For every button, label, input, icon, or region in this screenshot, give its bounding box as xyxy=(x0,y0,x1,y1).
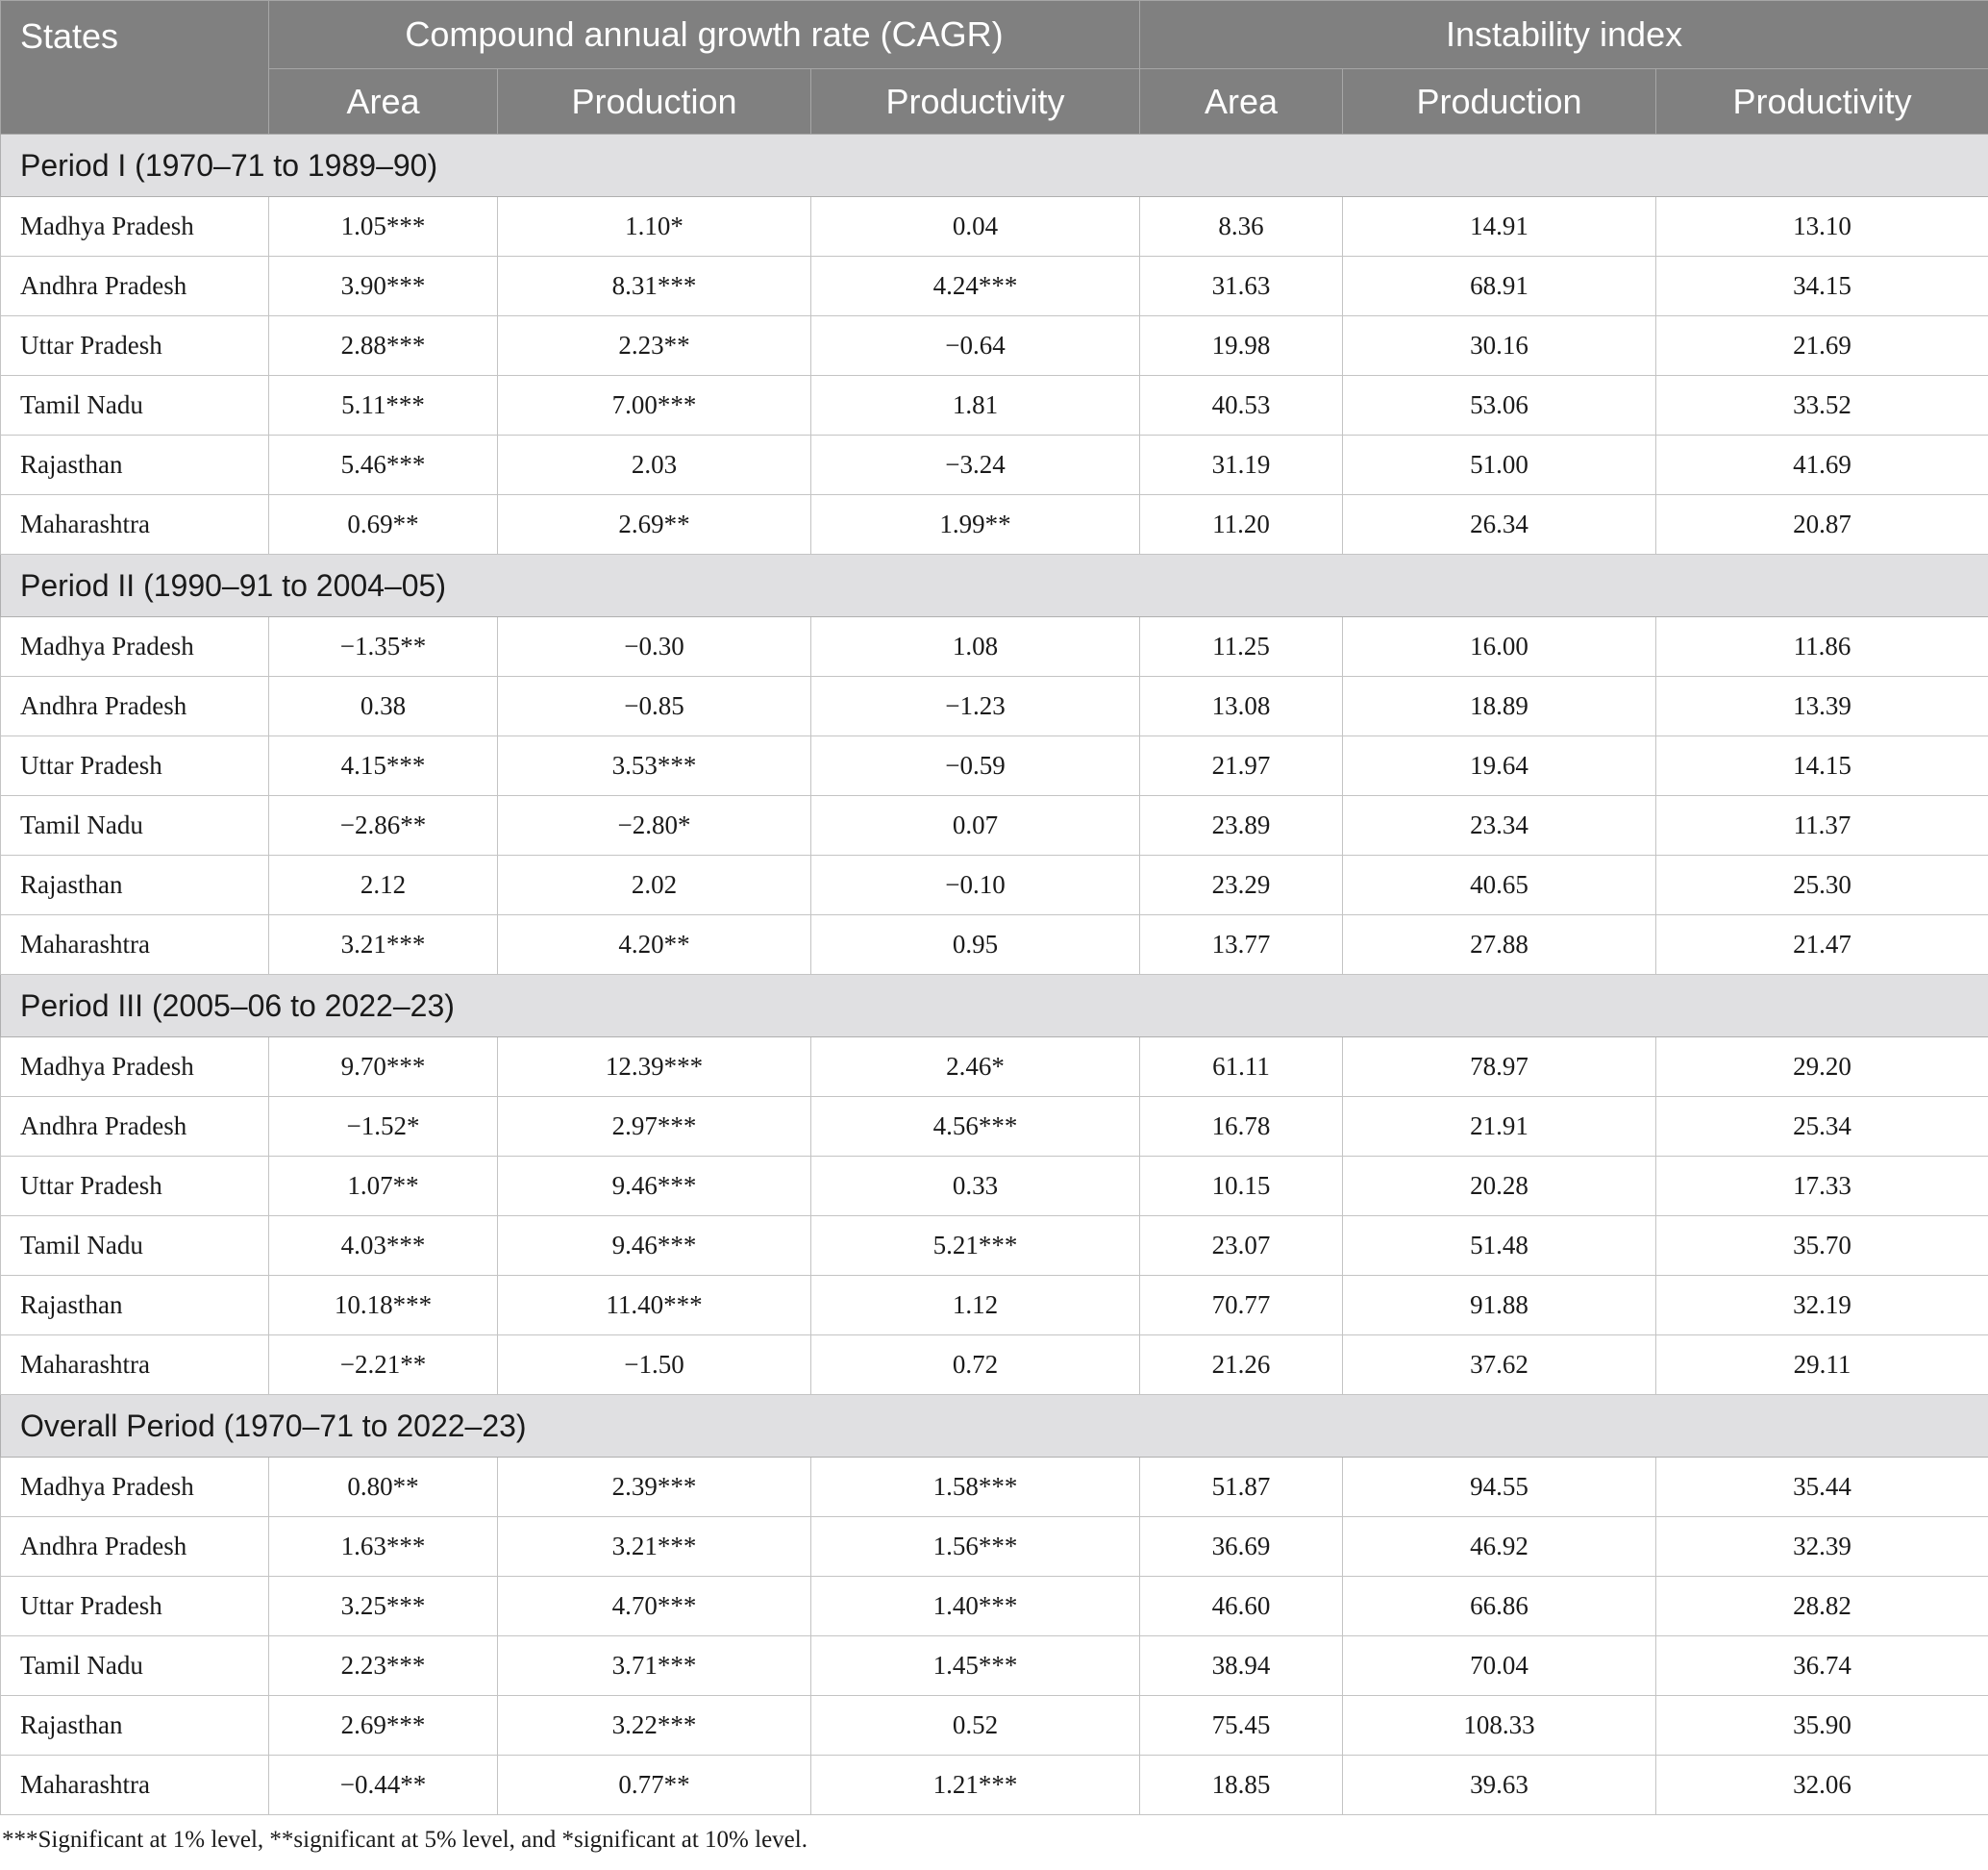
cell-state: Madhya Pradesh xyxy=(1,1458,269,1517)
cell-instability-area: 21.97 xyxy=(1140,736,1343,796)
cell-instability-productivity: 25.30 xyxy=(1656,856,1988,915)
cell-cagr-productivity: 0.52 xyxy=(811,1696,1140,1756)
cell-instability-productivity: 32.39 xyxy=(1656,1517,1988,1577)
table-body xyxy=(1,135,1988,1815)
cell-cagr-area: 2.12 xyxy=(269,856,498,915)
table-row xyxy=(1,1756,1988,1815)
cell-instability-production: 66.86 xyxy=(1343,1577,1656,1636)
cell-cagr-area: 0.38 xyxy=(269,677,498,736)
cell-instability-area: 16.78 xyxy=(1140,1097,1343,1157)
cell-cagr-productivity: 0.33 xyxy=(811,1157,1140,1216)
cell-cagr-production: 9.46*** xyxy=(498,1216,811,1276)
cell-cagr-productivity: −0.64 xyxy=(811,316,1140,376)
table-row xyxy=(1,617,1988,677)
cell-instability-productivity: 28.82 xyxy=(1656,1577,1988,1636)
cell-cagr-area: 0.69** xyxy=(269,495,498,555)
table-row xyxy=(1,1037,1988,1097)
cell-cagr-area: 2.69*** xyxy=(269,1696,498,1756)
cell-cagr-productivity: 1.99** xyxy=(811,495,1140,555)
header-cagr: Compound annual growth rate (CAGR) xyxy=(269,1,1140,69)
cell-cagr-production: 7.00*** xyxy=(498,376,811,436)
cell-instability-area: 11.25 xyxy=(1140,617,1343,677)
cell-cagr-area: 1.07** xyxy=(269,1157,498,1216)
cell-cagr-productivity: −1.23 xyxy=(811,677,1140,736)
table-row xyxy=(1,316,1988,376)
cell-instability-area: 19.98 xyxy=(1140,316,1343,376)
cell-state: Madhya Pradesh xyxy=(1,197,269,257)
cell-cagr-area: 10.18*** xyxy=(269,1276,498,1335)
cell-instability-area: 21.26 xyxy=(1140,1335,1343,1395)
table-row xyxy=(1,736,1988,796)
cell-cagr-productivity: 0.72 xyxy=(811,1335,1140,1395)
table-row xyxy=(1,1097,1988,1157)
cell-instability-area: 31.63 xyxy=(1140,257,1343,316)
cell-cagr-area: 3.90*** xyxy=(269,257,498,316)
cell-instability-productivity: 35.70 xyxy=(1656,1216,1988,1276)
cell-cagr-area: 1.05*** xyxy=(269,197,498,257)
cell-cagr-area: −1.52* xyxy=(269,1097,498,1157)
cell-state: Rajasthan xyxy=(1,436,269,495)
cell-instability-productivity: 33.52 xyxy=(1656,376,1988,436)
cell-cagr-area: −1.35** xyxy=(269,617,498,677)
cell-instability-production: 30.16 xyxy=(1343,316,1656,376)
cell-instability-productivity: 13.39 xyxy=(1656,677,1988,736)
cell-instability-production: 20.28 xyxy=(1343,1157,1656,1216)
cell-cagr-productivity: 4.24*** xyxy=(811,257,1140,316)
cell-cagr-production: 11.40*** xyxy=(498,1276,811,1335)
cell-cagr-productivity: 2.46* xyxy=(811,1037,1140,1097)
cell-cagr-production: 2.39*** xyxy=(498,1458,811,1517)
cell-state: Tamil Nadu xyxy=(1,376,269,436)
cell-state: Rajasthan xyxy=(1,1276,269,1335)
cell-state: Madhya Pradesh xyxy=(1,1037,269,1097)
cell-instability-productivity: 21.47 xyxy=(1656,915,1988,975)
period-label: Overall Period (1970–71 to 2022–23) xyxy=(1,1395,1988,1458)
cell-instability-production: 70.04 xyxy=(1343,1636,1656,1696)
header-instability: Instability index xyxy=(1140,1,1988,69)
cell-state: Tamil Nadu xyxy=(1,1216,269,1276)
period-row xyxy=(1,1395,1988,1458)
cell-instability-productivity: 17.33 xyxy=(1656,1157,1988,1216)
cell-cagr-area: 2.23*** xyxy=(269,1636,498,1696)
period-label: Period II (1990–91 to 2004–05) xyxy=(1,555,1988,617)
cell-instability-area: 13.77 xyxy=(1140,915,1343,975)
cell-instability-productivity: 21.69 xyxy=(1656,316,1988,376)
period-label: Period III (2005–06 to 2022–23) xyxy=(1,975,1988,1037)
cell-cagr-production: 2.69** xyxy=(498,495,811,555)
cell-state: Rajasthan xyxy=(1,856,269,915)
cell-instability-area: 23.07 xyxy=(1140,1216,1343,1276)
cell-cagr-production: 0.77** xyxy=(498,1756,811,1815)
cell-cagr-area: 5.11*** xyxy=(269,376,498,436)
cell-state: Maharashtra xyxy=(1,915,269,975)
cell-instability-area: 61.11 xyxy=(1140,1037,1343,1097)
cell-instability-production: 14.91 xyxy=(1343,197,1656,257)
cell-instability-production: 91.88 xyxy=(1343,1276,1656,1335)
cell-instability-productivity: 11.86 xyxy=(1656,617,1988,677)
cell-instability-production: 51.48 xyxy=(1343,1216,1656,1276)
cell-cagr-productivity: 4.56*** xyxy=(811,1097,1140,1157)
header-cagr-area: Area xyxy=(269,69,498,135)
cell-instability-productivity: 29.11 xyxy=(1656,1335,1988,1395)
cell-instability-area: 46.60 xyxy=(1140,1577,1343,1636)
cell-instability-production: 51.00 xyxy=(1343,436,1656,495)
table-row xyxy=(1,856,1988,915)
cell-cagr-productivity: −3.24 xyxy=(811,436,1140,495)
table-row xyxy=(1,257,1988,316)
cell-instability-production: 46.92 xyxy=(1343,1517,1656,1577)
cell-state: Madhya Pradesh xyxy=(1,617,269,677)
cell-instability-productivity: 34.15 xyxy=(1656,257,1988,316)
cell-cagr-production: 4.70*** xyxy=(498,1577,811,1636)
table-row xyxy=(1,1157,1988,1216)
cell-instability-production: 68.91 xyxy=(1343,257,1656,316)
period-row xyxy=(1,555,1988,617)
cell-instability-productivity: 13.10 xyxy=(1656,197,1988,257)
cell-instability-area: 23.89 xyxy=(1140,796,1343,856)
cell-instability-area: 36.69 xyxy=(1140,1517,1343,1577)
cell-instability-productivity: 35.90 xyxy=(1656,1696,1988,1756)
table-row xyxy=(1,1517,1988,1577)
cell-instability-production: 21.91 xyxy=(1343,1097,1656,1157)
cell-instability-productivity: 11.37 xyxy=(1656,796,1988,856)
cell-state: Maharashtra xyxy=(1,495,269,555)
period-row xyxy=(1,975,1988,1037)
table-row xyxy=(1,1335,1988,1395)
cell-cagr-productivity: 1.45*** xyxy=(811,1636,1140,1696)
cell-cagr-production: 1.10* xyxy=(498,197,811,257)
cell-cagr-productivity: 1.40*** xyxy=(811,1577,1140,1636)
cell-instability-area: 70.77 xyxy=(1140,1276,1343,1335)
cell-instability-productivity: 32.19 xyxy=(1656,1276,1988,1335)
cell-cagr-productivity: 1.21*** xyxy=(811,1756,1140,1815)
cell-cagr-production: 2.02 xyxy=(498,856,811,915)
cell-instability-production: 23.34 xyxy=(1343,796,1656,856)
cell-instability-productivity: 41.69 xyxy=(1656,436,1988,495)
cell-cagr-area: 2.88*** xyxy=(269,316,498,376)
cell-instability-area: 75.45 xyxy=(1140,1696,1343,1756)
header-cagr-production: Production xyxy=(498,69,811,135)
cell-cagr-area: 3.25*** xyxy=(269,1577,498,1636)
table-row xyxy=(1,677,1988,736)
cell-cagr-productivity: 0.07 xyxy=(811,796,1140,856)
cell-instability-area: 23.29 xyxy=(1140,856,1343,915)
cell-cagr-production: 3.53*** xyxy=(498,736,811,796)
table-row xyxy=(1,1577,1988,1636)
cell-cagr-production: −1.50 xyxy=(498,1335,811,1395)
table-header xyxy=(1,1,1988,135)
cell-instability-production: 37.62 xyxy=(1343,1335,1656,1395)
cell-instability-production: 108.33 xyxy=(1343,1696,1656,1756)
cell-state: Uttar Pradesh xyxy=(1,316,269,376)
cell-cagr-productivity: 0.04 xyxy=(811,197,1140,257)
header-instability-area: Area xyxy=(1140,69,1343,135)
cell-instability-productivity: 20.87 xyxy=(1656,495,1988,555)
cell-cagr-production: −2.80* xyxy=(498,796,811,856)
cell-cagr-area: 5.46*** xyxy=(269,436,498,495)
cell-cagr-production: −0.85 xyxy=(498,677,811,736)
cell-state: Uttar Pradesh xyxy=(1,736,269,796)
cell-state: Maharashtra xyxy=(1,1756,269,1815)
cell-cagr-production: 3.21*** xyxy=(498,1517,811,1577)
period-label: Period I (1970–71 to 1989–90) xyxy=(1,135,1988,197)
cell-instability-area: 31.19 xyxy=(1140,436,1343,495)
header-instability-production: Production xyxy=(1343,69,1656,135)
table-row xyxy=(1,376,1988,436)
cell-instability-area: 13.08 xyxy=(1140,677,1343,736)
period-row xyxy=(1,135,1988,197)
cell-instability-production: 78.97 xyxy=(1343,1037,1656,1097)
cell-cagr-productivity: −0.10 xyxy=(811,856,1140,915)
cell-instability-productivity: 36.74 xyxy=(1656,1636,1988,1696)
cell-cagr-productivity: −0.59 xyxy=(811,736,1140,796)
cell-cagr-productivity: 1.12 xyxy=(811,1276,1140,1335)
cell-cagr-productivity: 1.58*** xyxy=(811,1458,1140,1517)
header-instability-productivity: Productivity xyxy=(1656,69,1988,135)
cell-cagr-area: 1.63*** xyxy=(269,1517,498,1577)
cell-instability-area: 40.53 xyxy=(1140,376,1343,436)
cell-cagr-productivity: 1.81 xyxy=(811,376,1140,436)
cell-state: Rajasthan xyxy=(1,1696,269,1756)
cell-instability-production: 18.89 xyxy=(1343,677,1656,736)
cell-instability-productivity: 14.15 xyxy=(1656,736,1988,796)
table-row xyxy=(1,436,1988,495)
cell-state: Tamil Nadu xyxy=(1,1636,269,1696)
cell-instability-area: 18.85 xyxy=(1140,1756,1343,1815)
table-row xyxy=(1,1636,1988,1696)
cell-cagr-production: 3.71*** xyxy=(498,1636,811,1696)
cell-instability-area: 11.20 xyxy=(1140,495,1343,555)
cell-cagr-productivity: 0.95 xyxy=(811,915,1140,975)
cell-state: Maharashtra xyxy=(1,1335,269,1395)
cell-cagr-area: 4.03*** xyxy=(269,1216,498,1276)
cell-instability-area: 51.87 xyxy=(1140,1458,1343,1517)
cell-state: Uttar Pradesh xyxy=(1,1157,269,1216)
table-row xyxy=(1,1696,1988,1756)
cell-cagr-area: −2.86** xyxy=(269,796,498,856)
cell-instability-area: 8.36 xyxy=(1140,197,1343,257)
header-states: States xyxy=(1,1,269,135)
cell-cagr-area: −2.21** xyxy=(269,1335,498,1395)
cell-cagr-area: 0.80** xyxy=(269,1458,498,1517)
cell-cagr-area: 9.70*** xyxy=(269,1037,498,1097)
table-row xyxy=(1,197,1988,257)
cell-cagr-production: 8.31*** xyxy=(498,257,811,316)
cell-instability-production: 27.88 xyxy=(1343,915,1656,975)
cell-cagr-production: 2.97*** xyxy=(498,1097,811,1157)
cell-instability-area: 38.94 xyxy=(1140,1636,1343,1696)
cell-cagr-productivity: 1.08 xyxy=(811,617,1140,677)
cell-instability-production: 53.06 xyxy=(1343,376,1656,436)
cell-cagr-area: −0.44** xyxy=(269,1756,498,1815)
cell-instability-productivity: 32.06 xyxy=(1656,1756,1988,1815)
table-row xyxy=(1,796,1988,856)
cell-state: Andhra Pradesh xyxy=(1,257,269,316)
cell-instability-production: 26.34 xyxy=(1343,495,1656,555)
cell-state: Andhra Pradesh xyxy=(1,1517,269,1577)
cell-cagr-production: 2.03 xyxy=(498,436,811,495)
cell-instability-production: 19.64 xyxy=(1343,736,1656,796)
cell-cagr-production: 12.39*** xyxy=(498,1037,811,1097)
table-row xyxy=(1,915,1988,975)
cell-cagr-area: 4.15*** xyxy=(269,736,498,796)
cell-instability-productivity: 25.34 xyxy=(1656,1097,1988,1157)
footnote: ***Significant at 1% level, **significant at 5% level, and *significant at 10% level. xyxy=(2,1827,808,1853)
cell-state: Uttar Pradesh xyxy=(1,1577,269,1636)
cell-instability-area: 10.15 xyxy=(1140,1157,1343,1216)
cell-instability-production: 39.63 xyxy=(1343,1756,1656,1815)
cell-state: Andhra Pradesh xyxy=(1,677,269,736)
cell-instability-productivity: 29.20 xyxy=(1656,1037,1988,1097)
cell-instability-production: 94.55 xyxy=(1343,1458,1656,1517)
cell-instability-production: 40.65 xyxy=(1343,856,1656,915)
table-row xyxy=(1,495,1988,555)
cell-cagr-production: 2.23** xyxy=(498,316,811,376)
cell-instability-production: 16.00 xyxy=(1343,617,1656,677)
table-row xyxy=(1,1216,1988,1276)
cell-instability-productivity: 35.44 xyxy=(1656,1458,1988,1517)
table-row xyxy=(1,1458,1988,1517)
cell-cagr-productivity: 1.56*** xyxy=(811,1517,1140,1577)
header-cagr-productivity: Productivity xyxy=(811,69,1140,135)
cell-cagr-production: 3.22*** xyxy=(498,1696,811,1756)
cell-cagr-production: 9.46*** xyxy=(498,1157,811,1216)
table-row xyxy=(1,1276,1988,1335)
cell-cagr-productivity: 5.21*** xyxy=(811,1216,1140,1276)
cell-cagr-production: −0.30 xyxy=(498,617,811,677)
cell-cagr-production: 4.20** xyxy=(498,915,811,975)
cell-state: Tamil Nadu xyxy=(1,796,269,856)
cell-state: Andhra Pradesh xyxy=(1,1097,269,1157)
cell-cagr-area: 3.21*** xyxy=(269,915,498,975)
